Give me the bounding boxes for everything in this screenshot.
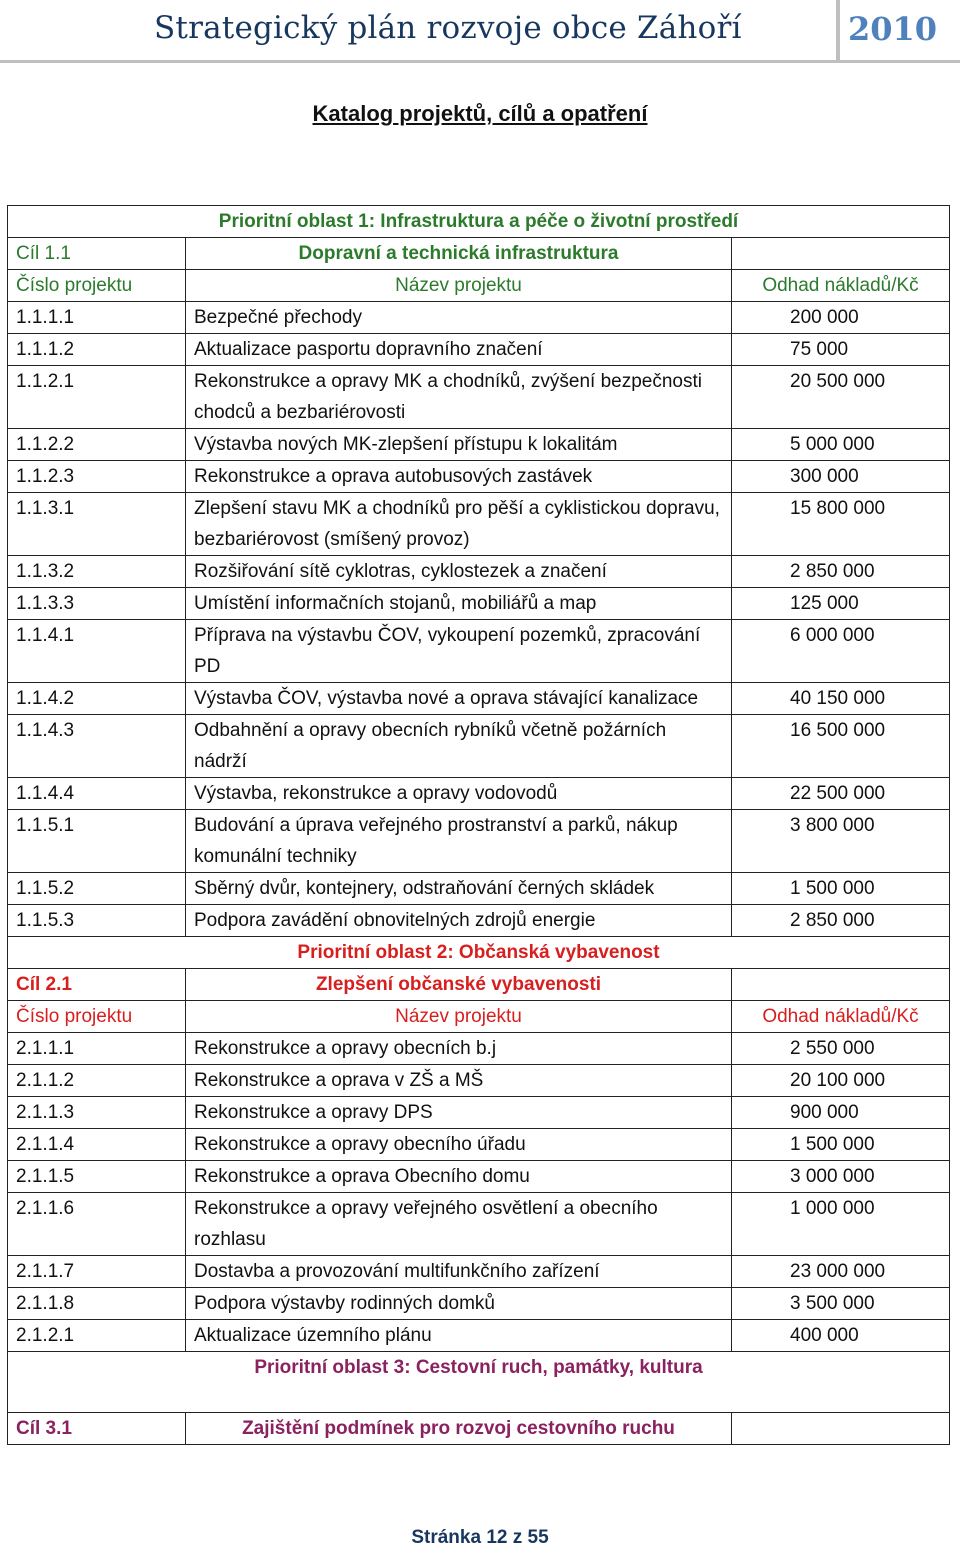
- project-cost: 6 000 000: [732, 620, 950, 683]
- project-name: Umístění informačních stojanů, mobiliářů a map: [186, 588, 732, 620]
- priority-area-row: [8, 1352, 950, 1413]
- table-row: [8, 429, 950, 461]
- project-name: Výstavba ČOV, výstavba nové a oprava stávající kanalizace: [186, 683, 732, 715]
- column-header-cost: Odhad nákladů/Kč: [732, 1001, 950, 1033]
- project-catalog-table: [7, 205, 950, 1445]
- goal-name: Zlepšení občanské vybavenosti: [186, 969, 732, 1001]
- project-code: 1.1.4.1: [8, 620, 186, 683]
- table-row: [8, 715, 950, 778]
- table-row: [8, 366, 950, 429]
- header-year: 2010: [848, 10, 938, 48]
- goal-row: [8, 969, 950, 1001]
- table-row: [8, 1129, 950, 1161]
- project-cost: 300 000: [732, 461, 950, 493]
- column-header-row: [8, 1001, 950, 1033]
- project-cost: 200 000: [732, 302, 950, 334]
- project-name: Rekonstrukce a opravy DPS: [186, 1097, 732, 1129]
- table-row: [8, 683, 950, 715]
- table-row: [8, 334, 950, 366]
- project-code: 1.1.1.2: [8, 334, 186, 366]
- project-name: Rekonstrukce a opravy obecního úřadu: [186, 1129, 732, 1161]
- project-name: Budování a úprava veřejného prostranství a parků, nákup komunální techniky: [186, 810, 732, 873]
- project-cost: 23 000 000: [732, 1256, 950, 1288]
- column-header-row: [8, 270, 950, 302]
- project-cost: 3 800 000: [732, 810, 950, 873]
- table-row: [8, 1320, 950, 1352]
- priority-area-row: [8, 206, 950, 238]
- header-title: Strategický plán rozvoje obce Záhoří: [154, 10, 742, 46]
- goal-empty-cell: [732, 238, 950, 270]
- project-code: 1.1.3.2: [8, 556, 186, 588]
- table-row: [8, 873, 950, 905]
- project-name: Dostavba a provozování multifunkčního zařízení: [186, 1256, 732, 1288]
- project-name: Aktualizace územního plánu: [186, 1320, 732, 1352]
- project-name: Příprava na výstavbu ČOV, vykoupení pozemků, zpracování PD: [186, 620, 732, 683]
- project-name: Výstavba nových MK-zlepšení přístupu k lokalitám: [186, 429, 732, 461]
- project-cost: 1 000 000: [732, 1193, 950, 1256]
- project-cost: 1 500 000: [732, 873, 950, 905]
- project-code: 1.1.3.3: [8, 588, 186, 620]
- project-code: 2.1.2.1: [8, 1320, 186, 1352]
- column-header-name: Název projektu: [186, 270, 732, 302]
- project-code: 1.1.3.1: [8, 493, 186, 556]
- column-header-code: Číslo projektu: [8, 1001, 186, 1033]
- document-title: Katalog projektů, cílů a opatření: [312, 101, 648, 126]
- project-name: Rozšiřování sítě cyklotras, cyklostezek a značení: [186, 556, 732, 588]
- goal-code: Cíl 3.1: [8, 1413, 186, 1445]
- column-header-code: Číslo projektu: [8, 270, 186, 302]
- project-cost: 125 000: [732, 588, 950, 620]
- header-rule: [0, 60, 960, 63]
- project-code: 2.1.1.5: [8, 1161, 186, 1193]
- project-code: 1.1.4.2: [8, 683, 186, 715]
- goal-name: Dopravní a technická infrastruktura: [186, 238, 732, 270]
- project-name: Rekonstrukce a opravy obecních b.j: [186, 1033, 732, 1065]
- table-body: [8, 206, 950, 1445]
- table-row: [8, 1065, 950, 1097]
- project-cost: 2 550 000: [732, 1033, 950, 1065]
- table-row: [8, 1193, 950, 1256]
- project-code: 2.1.1.4: [8, 1129, 186, 1161]
- project-code: 2.1.1.3: [8, 1097, 186, 1129]
- table-row: [8, 810, 950, 873]
- project-code: 2.1.1.7: [8, 1256, 186, 1288]
- project-cost: 20 500 000: [732, 366, 950, 429]
- table-row: [8, 1161, 950, 1193]
- table-row: [8, 620, 950, 683]
- project-name: Rekonstrukce a opravy veřejného osvětlení a obecního rozhlasu: [186, 1193, 732, 1256]
- priority-area-title: Prioritní oblast 3: Cestovní ruch, památky, kultura: [8, 1352, 950, 1413]
- project-cost: 3 500 000: [732, 1288, 950, 1320]
- table-row: [8, 778, 950, 810]
- project-cost: 40 150 000: [732, 683, 950, 715]
- project-cost: 20 100 000: [732, 1065, 950, 1097]
- priority-area-row: [8, 937, 950, 969]
- project-name: Odbahnění a opravy obecních rybníků včetně požárních nádrží: [186, 715, 732, 778]
- table-row: [8, 1256, 950, 1288]
- project-code: 1.1.2.2: [8, 429, 186, 461]
- goal-row: [8, 1413, 950, 1445]
- goal-empty-cell: [732, 1413, 950, 1445]
- goal-code: Cíl 2.1: [8, 969, 186, 1001]
- project-cost: 2 850 000: [732, 905, 950, 937]
- project-cost: 900 000: [732, 1097, 950, 1129]
- column-header-cost: Odhad nákladů/Kč: [732, 270, 950, 302]
- table-row: [8, 302, 950, 334]
- column-header-name: Název projektu: [186, 1001, 732, 1033]
- project-name: Bezpečné přechody: [186, 302, 732, 334]
- page-header: [0, 0, 960, 62]
- project-code: 2.1.1.1: [8, 1033, 186, 1065]
- project-cost: 16 500 000: [732, 715, 950, 778]
- project-code: 2.1.1.2: [8, 1065, 186, 1097]
- table-row: [8, 1033, 950, 1065]
- header-divider: [836, 0, 840, 62]
- project-name: Rekonstrukce a oprava v ZŠ a MŠ: [186, 1065, 732, 1097]
- project-code: 1.1.4.3: [8, 715, 186, 778]
- project-code: 1.1.5.1: [8, 810, 186, 873]
- goal-row: [8, 238, 950, 270]
- project-code: 2.1.1.6: [8, 1193, 186, 1256]
- project-cost: 1 500 000: [732, 1129, 950, 1161]
- project-name: Aktualizace pasportu dopravního značení: [186, 334, 732, 366]
- project-code: 1.1.4.4: [8, 778, 186, 810]
- table-row: [8, 493, 950, 556]
- project-code: 1.1.2.1: [8, 366, 186, 429]
- project-name: Výstavba, rekonstrukce a opravy vodovodů: [186, 778, 732, 810]
- table-row: [8, 1288, 950, 1320]
- project-cost: 22 500 000: [732, 778, 950, 810]
- project-name: Rekonstrukce a oprava Obecního domu: [186, 1161, 732, 1193]
- project-code: 2.1.1.8: [8, 1288, 186, 1320]
- project-cost: 400 000: [732, 1320, 950, 1352]
- table-row: [8, 905, 950, 937]
- project-name: Podpora výstavby rodinných domků: [186, 1288, 732, 1320]
- project-code: 1.1.2.3: [8, 461, 186, 493]
- project-name: Rekonstrukce a opravy MK a chodníků, zvýšení bezpečnosti chodců a bezbariérovosti: [186, 366, 732, 429]
- project-name: Podpora zavádění obnovitelných zdrojů energie: [186, 905, 732, 937]
- table-row: [8, 461, 950, 493]
- project-code: 1.1.1.1: [8, 302, 186, 334]
- project-cost: 75 000: [732, 334, 950, 366]
- goal-empty-cell: [732, 969, 950, 1001]
- table-row: [8, 556, 950, 588]
- project-cost: 2 850 000: [732, 556, 950, 588]
- table-row: [8, 588, 950, 620]
- priority-area-title: Prioritní oblast 1: Infrastruktura a péče o životní prostředí: [8, 206, 950, 238]
- project-cost: 3 000 000: [732, 1161, 950, 1193]
- project-name: Sběrný dvůr, kontejnery, odstraňování černých skládek: [186, 873, 732, 905]
- project-code: 1.1.5.2: [8, 873, 186, 905]
- table-row: [8, 1097, 950, 1129]
- goal-name: Zajištění podmínek pro rozvoj cestovního ruchu: [186, 1413, 732, 1445]
- goal-code: Cíl 1.1: [8, 238, 186, 270]
- project-code: 1.1.5.3: [8, 905, 186, 937]
- project-name: Rekonstrukce a oprava autobusových zastávek: [186, 461, 732, 493]
- project-name: Zlepšení stavu MK a chodníků pro pěší a cyklistickou dopravu, bezbariérovost (smíšený provoz): [186, 493, 732, 556]
- project-cost: 5 000 000: [732, 429, 950, 461]
- page-number: Stránka 12 z 55: [411, 1527, 549, 1548]
- project-cost: 15 800 000: [732, 493, 950, 556]
- priority-area-title: Prioritní oblast 2: Občanská vybavenost: [8, 937, 950, 969]
